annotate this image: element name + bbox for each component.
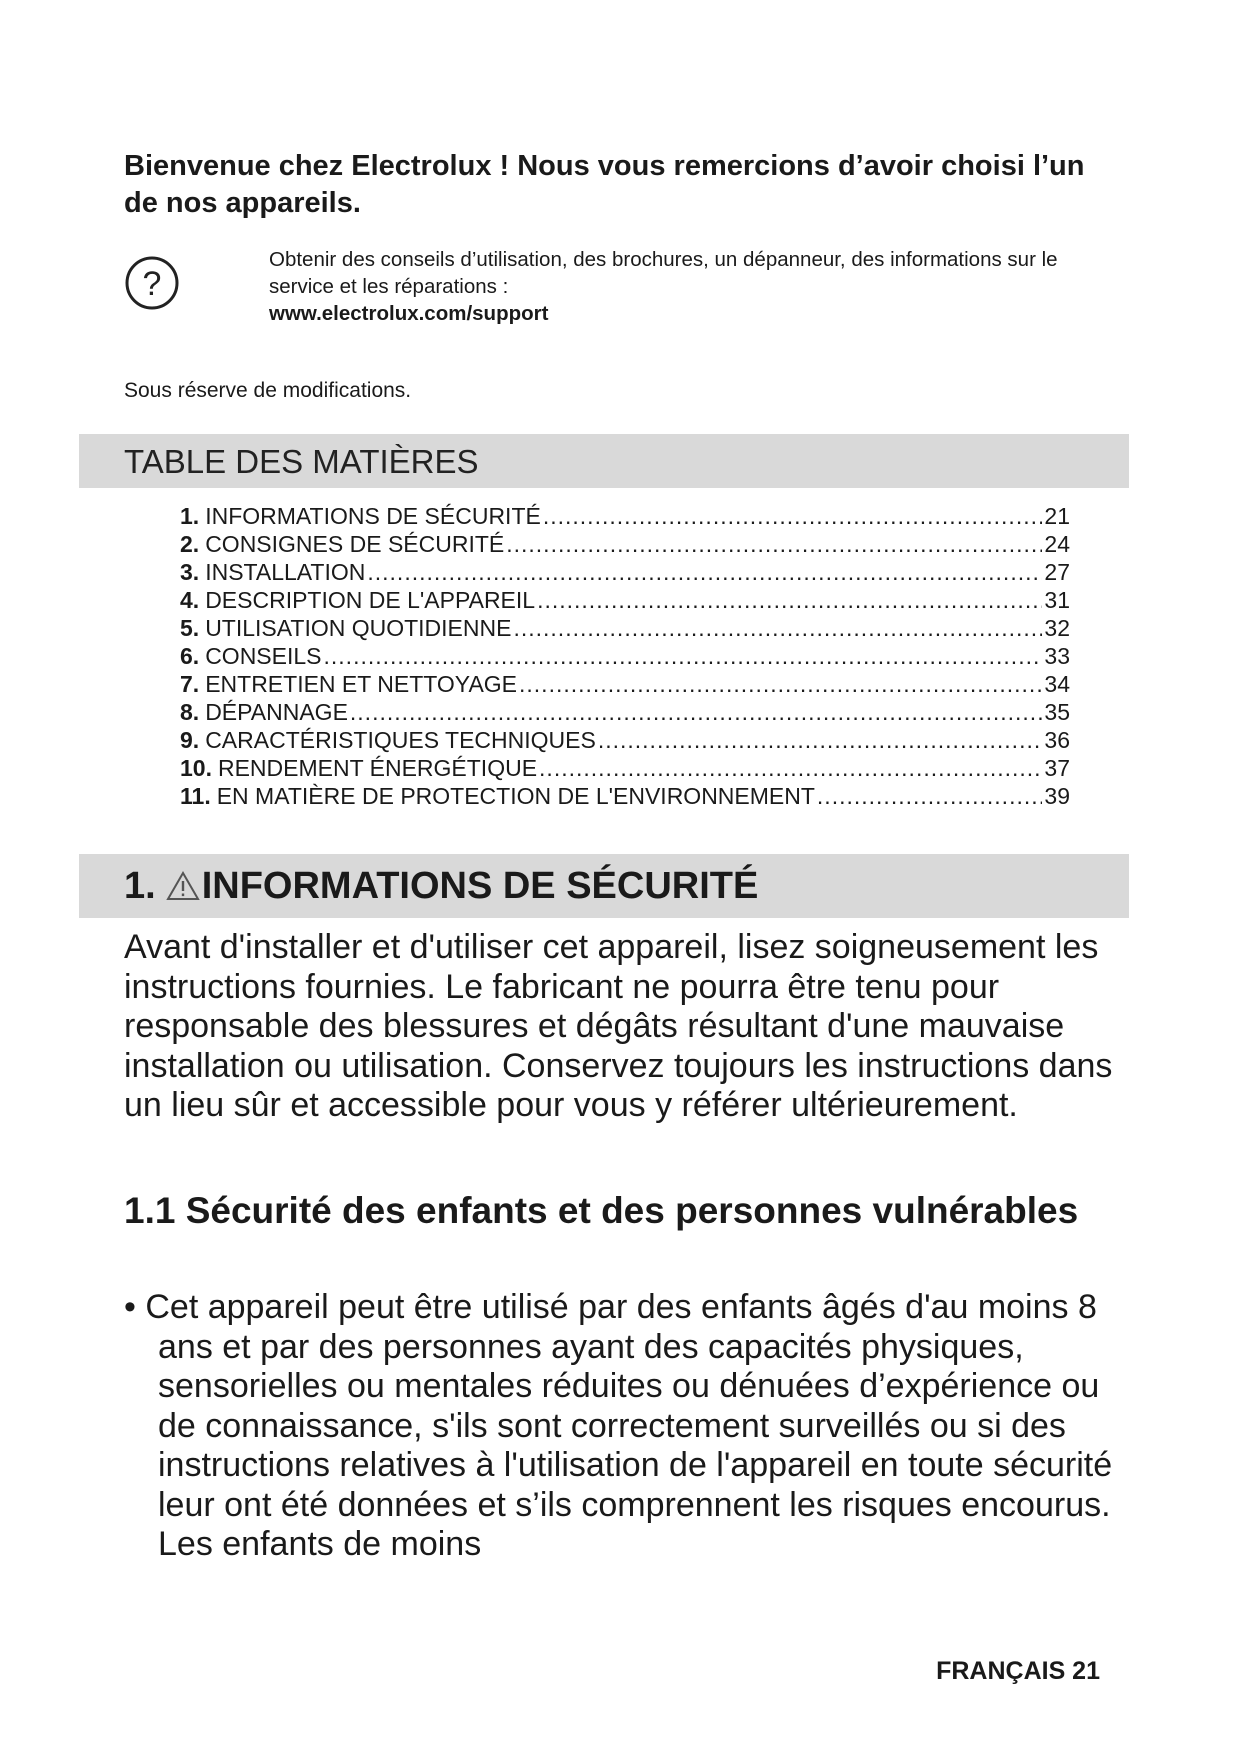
reserve-notice: Sous réserve de modifications.: [124, 379, 412, 402]
support-info: [269, 246, 1119, 327]
section-number: 1.: [124, 865, 156, 907]
subsection-heading: 1.1 Sécurité des enfants et des personnes vulnérables: [124, 1190, 1079, 1231]
toc-item[interactable]: 1. INFORMATIONS DE SÉCURITÉ ..... 21: [180, 502, 1070, 530]
bullet-paragraph: • Cet appareil peut être utilisé par des enfants âgés d'au moins 8 ans et par des personnes ayant des capacités physiques, sensorielles ou mentales réduites ou dénuées d’expérience ou de connaissance, s'ils sont correctement surveillés ou si des instructions relatives à l'utilisation de l'appareil en toute sécurité leur ont été données et s’ils comprennent les risques encourus. Les enfants de moins: [124, 1288, 1113, 1563]
svg-text:?: ?: [142, 265, 162, 303]
toc-list: [180, 502, 1070, 810]
toc-title: TABLE DES MATIÈRES: [124, 443, 479, 480]
support-description: Obtenir des conseils d’utilisation, des brochures, un dépanneur, des informations sur le service et les réparations :: [269, 248, 1058, 298]
warning-triangle-icon: [166, 871, 200, 901]
toc-item[interactable]: 8. DÉPANNAGE ..... 35: [180, 698, 1070, 726]
toc-item[interactable]: 9. CARACTÉRISTIQUES TECHNIQUES ..... 36: [180, 726, 1070, 754]
toc-item[interactable]: 3. INSTALLATION ..... 27: [180, 558, 1070, 586]
toc-item[interactable]: 2. CONSIGNES DE SÉCURITÉ ..... 24: [180, 530, 1070, 558]
welcome-heading: Bienvenue chez Electrolux ! Nous vous remercions d’avoir choisi l’un de nos appareils.: [124, 150, 1085, 219]
toc-item[interactable]: 7. ENTRETIEN ET NETTOYAGE ..... 34: [180, 670, 1070, 698]
page-footer: FRANÇAIS 21: [936, 1657, 1100, 1685]
section-title-text: INFORMATIONS DE SÉCURITÉ: [201, 865, 759, 907]
toc-item[interactable]: 11. EN MATIÈRE DE PROTECTION DE L'ENVIRONNEMENT ..... 39: [180, 782, 1070, 810]
safety-intro-paragraph: Avant d'installer et d'utiliser cet appareil, lisez soigneusement les instructions fournies. Le fabricant ne pourra être tenu pour responsable des blessures et dégâts résultant d'une mauvaise installation ou utilisation. Conservez toujours les instructions dans un lieu sûr et accessible pour vous y référer ultérieurement.: [124, 928, 1113, 1124]
toc-item[interactable]: 10. RENDEMENT ÉNERGÉTIQUE ..... 37: [180, 754, 1070, 782]
support-link[interactable]: www.electrolux.com/support: [269, 302, 549, 325]
toc-item[interactable]: 5. UTILISATION QUOTIDIENNE ..... 32: [180, 614, 1070, 642]
toc-item[interactable]: 6. CONSEILS ..... 33: [180, 642, 1070, 670]
toc-item[interactable]: 4. DESCRIPTION DE L'APPAREIL ..... 31: [180, 586, 1070, 614]
question-circle-icon: [124, 255, 180, 311]
section-title: [124, 862, 758, 910]
